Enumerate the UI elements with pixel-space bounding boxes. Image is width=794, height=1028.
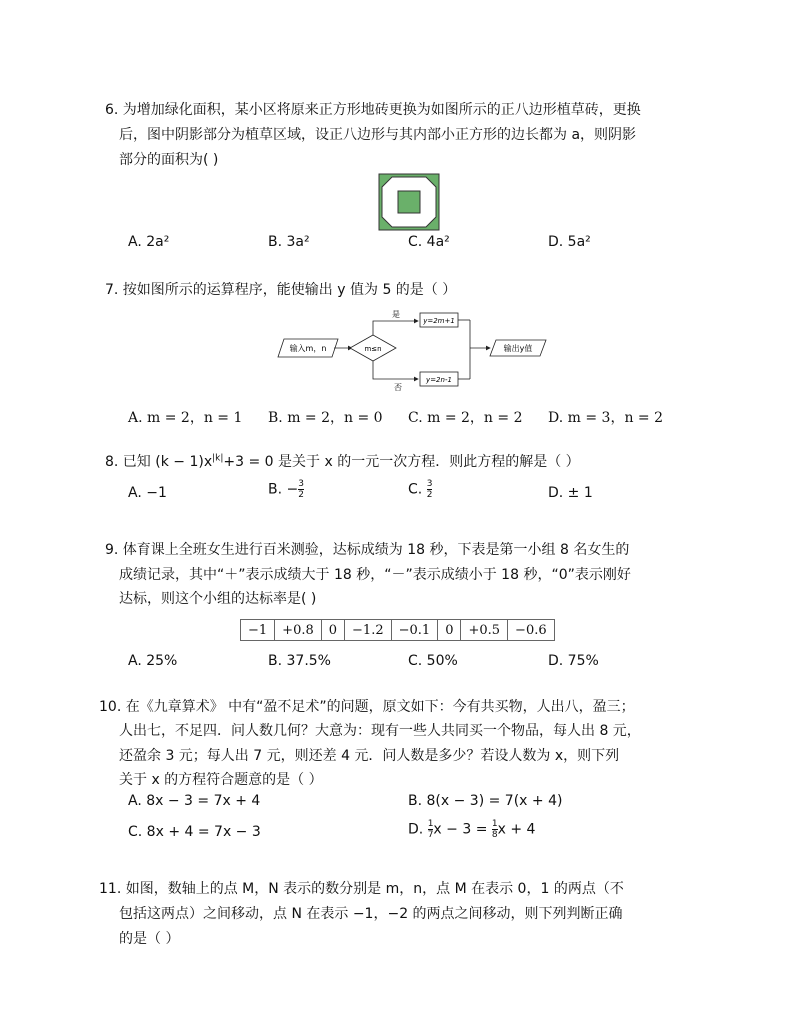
q10-line2: 人出七，不足四．问人数几何？大意为：现有一些人共同买一个物品，每人出 8 元， (119, 723, 641, 739)
q8-option-c-fraction (427, 479, 433, 500)
q9-option-c[interactable]: C. 50% (408, 653, 458, 669)
q10-d-n2: 1 (491, 819, 498, 829)
q7-option-d[interactable]: D. m = 3，n = 2 (548, 410, 663, 426)
q8-stem (105, 451, 580, 471)
q10-option-b[interactable]: B. 8(x − 3) = 7(x + 4) (408, 793, 563, 809)
table-cell: −1 (241, 620, 275, 641)
q8-b-numerator: 3 (298, 479, 304, 489)
q8-option-b[interactable] (268, 479, 304, 500)
table-cell: +0.8 (275, 620, 322, 641)
q6-line3: 部分的面积为( ) (119, 152, 219, 168)
q10-option-c[interactable]: C. 8x + 4 = 7x − 3 (128, 824, 261, 840)
q8-stem-pre: 8. 已知 (k − 1)x (105, 454, 213, 470)
q10-d-d1: 7 (427, 830, 434, 840)
q6-line2: 后，图中阴影部分为植草区域，设正八边形与其内部小正方形的边长都为 a，则阴影 (119, 127, 637, 143)
flow-yes: 是 (392, 310, 400, 319)
q10-line3: 还盈余 3 元；每人出 7 元，则还差 4 元．问人数是多少？若设人数为 x，则下列 (119, 748, 620, 764)
table-cell: −0.1 (391, 620, 438, 641)
flowchart-figure (276, 307, 548, 391)
flow-output: 输出y值 (503, 344, 533, 353)
score-record-table (240, 619, 555, 641)
table-cell: −1.2 (345, 620, 392, 641)
q8-option-b-fraction (298, 479, 304, 500)
q8-b-denominator: 2 (298, 490, 304, 500)
q11-line3: 的是（ ） (119, 931, 180, 947)
table-cell: 0 (438, 620, 461, 641)
flow-condition: m≤n (364, 345, 382, 353)
q8-option-a[interactable]: A. −1 (128, 485, 167, 501)
q6-option-d[interactable]: D. 5a² (548, 234, 591, 250)
q10-d-mid: x − 3 = (433, 821, 492, 838)
q8-c-denominator: 2 (426, 490, 433, 500)
table-cell: −0.6 (508, 620, 555, 641)
table-row (241, 620, 555, 641)
q10-d-d2: 8 (491, 830, 498, 840)
q8-stem-post: +3 = 0 是关于 x 的一元一次方程．则此方程的解是（ ） (223, 454, 580, 470)
q7-stem: 7. 按如图所示的运算程序，能使输出 y 值为 5 的是（ ） (105, 282, 457, 298)
table-cell: +0.5 (461, 620, 508, 641)
q9-option-a[interactable]: A. 25% (128, 653, 178, 669)
q6-option-a[interactable]: A. 2a² (128, 234, 170, 250)
q7-option-a[interactable]: A. m = 2，n = 1 (128, 410, 243, 426)
q7-option-c[interactable]: C. m = 2，n = 2 (408, 410, 523, 426)
q8-option-d[interactable]: D. ± 1 (548, 485, 593, 501)
flow-no: 否 (394, 383, 402, 391)
q8-option-c-label: C. (408, 481, 427, 498)
flow-yes-formula: y=2m+1 (423, 317, 455, 325)
q10-line4: 关于 x 的方程符合题意的是（ ） (119, 772, 323, 788)
q9-option-b[interactable]: B. 37.5% (268, 653, 331, 669)
q11-line1: 11. 如图，数轴上的点 M，N 表示的数分别是 m，n，点 M 在表示 0，1 的两点（不 (99, 881, 624, 897)
q8-option-b-label: B. − (268, 481, 299, 498)
q10-option-d[interactable] (408, 819, 535, 840)
table-cell: 0 (321, 620, 344, 641)
q9-line3: 达标，则这个小组的达标率是( ) (119, 591, 317, 607)
q8-c-numerator: 3 (426, 479, 433, 489)
q10-option-d-label: D. (408, 821, 428, 838)
q9-line1: 9. 体育课上全班女生进行百米测验，达标成绩为 18 秒，下表是第一小组 8 名女生的 (105, 542, 630, 558)
q8-option-c[interactable] (408, 479, 432, 500)
q10-d-n1: 1 (427, 819, 434, 829)
q7-option-b[interactable]: B. m = 2，n = 0 (268, 410, 383, 426)
q8-stem-exponent: |k| (212, 453, 224, 464)
q6-option-b[interactable]: B. 3a² (268, 234, 310, 250)
q9-option-d[interactable]: D. 75% (548, 653, 599, 669)
flow-no-formula: y=2n-1 (426, 376, 452, 384)
q10-line1: 10. 在《九章算术》 中有“盈不足术”的问题，原文如下：今有共买物，人出八，盈三； (99, 699, 635, 715)
q6-line1: 6. 为增加绿化面积，某小区将原来正方形地砖更换为如图所示的正八边形植草砖，更换 (105, 102, 641, 118)
q10-option-a[interactable]: A. 8x − 3 = 7x + 4 (128, 793, 261, 809)
flow-input: 输入m，n (289, 344, 327, 353)
q9-line2: 成绩记录，其中“＋”表示成绩大于 18 秒，“－”表示成绩小于 18 秒，“0”表示刚好 (119, 567, 631, 583)
q11-line2: 包括这两点）之间移动，点 N 在表示 −1，−2 的两点之间移动，则下列判断正确 (119, 906, 623, 922)
octagon-tile-figure (378, 173, 440, 231)
q6-option-c[interactable]: C. 4a² (408, 234, 450, 250)
q10-d-end: x + 4 (497, 821, 536, 838)
